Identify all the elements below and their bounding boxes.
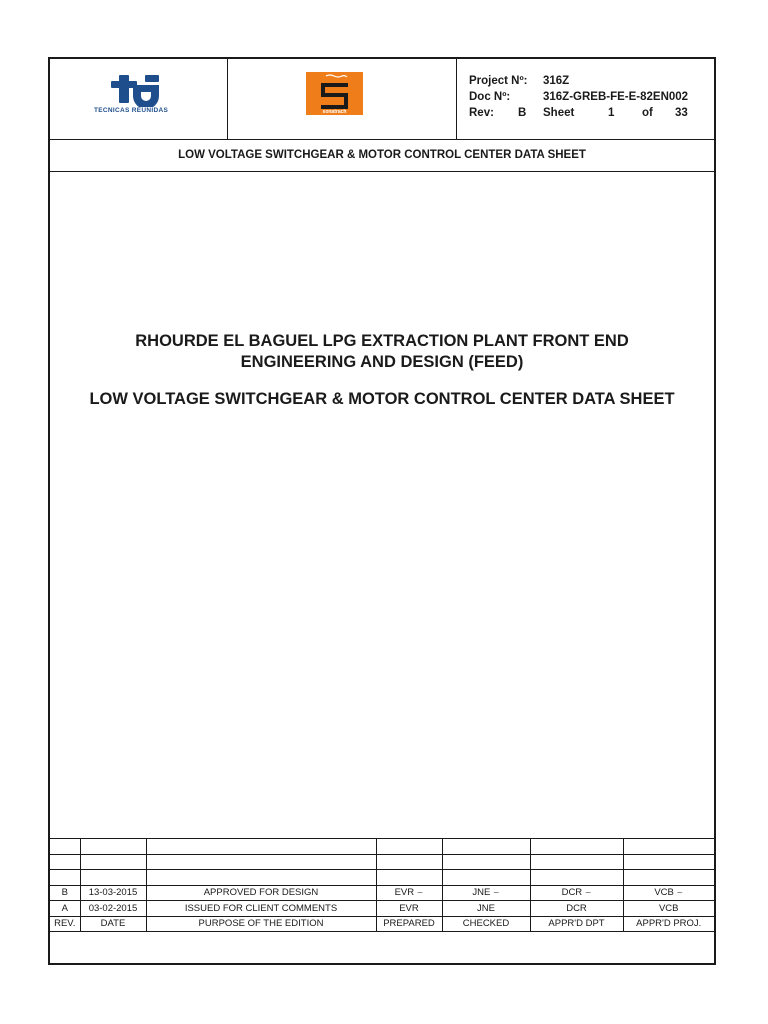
rev-cell <box>50 839 80 855</box>
apprd-proj-header: APPR'D PROJ. <box>623 916 714 932</box>
prepared-cell <box>376 854 442 870</box>
tecnicas-reunidas-caption: TECNICAS REUNIDAS <box>94 107 169 114</box>
prepared-cell <box>376 870 442 886</box>
apprd-dpt-cell <box>530 870 623 886</box>
apprd-dpt-cell: DCR <box>530 901 623 917</box>
revision-row <box>50 885 714 901</box>
date-cell <box>80 839 146 855</box>
apprd-proj-cell: VCB <box>623 901 714 917</box>
sheet-value: 1 <box>608 107 615 119</box>
apprd-dpt-initials: DCR <box>561 887 583 899</box>
revision-row <box>50 870 714 886</box>
doc-number-label: Doc Nº: <box>469 91 511 103</box>
date-header: DATE <box>80 916 146 932</box>
checked-header: CHECKED <box>442 916 530 932</box>
purpose-header: PURPOSE OF THE EDITION <box>146 916 376 932</box>
project-info-cell <box>457 59 714 139</box>
checked-signature: ~ <box>490 888 500 898</box>
prepared-cell <box>376 885 442 901</box>
revision-row <box>50 901 714 917</box>
date-cell: 13-03-2015 <box>80 885 146 901</box>
checked-cell <box>442 885 530 901</box>
apprd-dpt-header: APPR'D DPT <box>530 916 623 932</box>
apprd-proj-signature: ~ <box>673 888 684 898</box>
tecnicas-reunidas-logo <box>105 73 191 107</box>
sonatrach-wordmark: sonatrach <box>322 109 347 115</box>
rev-cell <box>50 870 80 886</box>
checked-cell <box>442 839 530 855</box>
prepared-initials: EVR <box>394 887 415 899</box>
apprd-dpt-cell <box>530 839 623 855</box>
apprd-dpt-cell <box>530 854 623 870</box>
date-cell <box>80 854 146 870</box>
project-number-value: 316Z <box>543 75 570 87</box>
apprd-dpt-signature: ~ <box>582 888 592 898</box>
sonatrach-logo-cell <box>228 59 457 139</box>
apprd-proj-cell <box>623 885 714 901</box>
apprd-proj-initials: VCB <box>654 887 674 899</box>
tecnicas-reunidas-logo-cell <box>50 59 228 139</box>
checked-initials: JNE <box>472 887 491 899</box>
rev-cell: A <box>50 901 80 917</box>
revision-row <box>50 839 714 855</box>
apprd-proj-cell <box>623 870 714 886</box>
checked-cell <box>442 854 530 870</box>
main-title-line-2: ENGINEERING AND DESIGN (FEED) <box>240 353 524 371</box>
main-title-line-1: RHOURDE EL BAGUEL LPG EXTRACTION PLANT FRONT END <box>135 332 629 350</box>
revision-table <box>50 838 714 932</box>
purpose-cell: APPROVED FOR DESIGN <box>146 885 376 901</box>
prepared-header: PREPARED <box>376 916 442 932</box>
title-block-header <box>50 59 714 140</box>
purpose-cell <box>146 870 376 886</box>
rev-cell: B <box>50 885 80 901</box>
document-subtitle: LOW VOLTAGE SWITCHGEAR & MOTOR CONTROL CENTER DATA SHEET <box>50 139 714 172</box>
checked-cell <box>442 870 530 886</box>
total-sheets-value: 33 <box>675 107 688 119</box>
rev-label: Rev: <box>469 107 494 119</box>
rev-value: B <box>518 107 527 119</box>
project-number-label: Project Nº: <box>469 75 528 87</box>
purpose-cell <box>146 839 376 855</box>
document-frame <box>48 57 716 965</box>
sonatrach-logo <box>306 72 363 115</box>
main-subtitle: LOW VOLTAGE SWITCHGEAR & MOTOR CONTROL CENTER DATA SHEET <box>89 390 675 408</box>
purpose-cell <box>146 854 376 870</box>
prepared-signature: ~ <box>414 888 424 898</box>
apprd-proj-cell <box>623 839 714 855</box>
sheet-label: Sheet <box>543 107 575 119</box>
date-cell: 03-02-2015 <box>80 901 146 917</box>
apprd-dpt-cell <box>530 885 623 901</box>
prepared-cell: EVR <box>376 901 442 917</box>
main-title <box>50 331 714 373</box>
rev-header: REV. <box>50 916 80 932</box>
doc-number-value: 316Z-GREB-FE-E-82EN002 <box>543 91 689 103</box>
purpose-cell: ISSUED FOR CLIENT COMMENTS <box>146 901 376 917</box>
apprd-proj-cell <box>623 854 714 870</box>
prepared-cell <box>376 839 442 855</box>
revision-row <box>50 854 714 870</box>
date-cell <box>80 870 146 886</box>
rev-cell <box>50 854 80 870</box>
of-label: of <box>642 107 653 119</box>
revision-header-row <box>50 916 714 932</box>
checked-cell: JNE <box>442 901 530 917</box>
